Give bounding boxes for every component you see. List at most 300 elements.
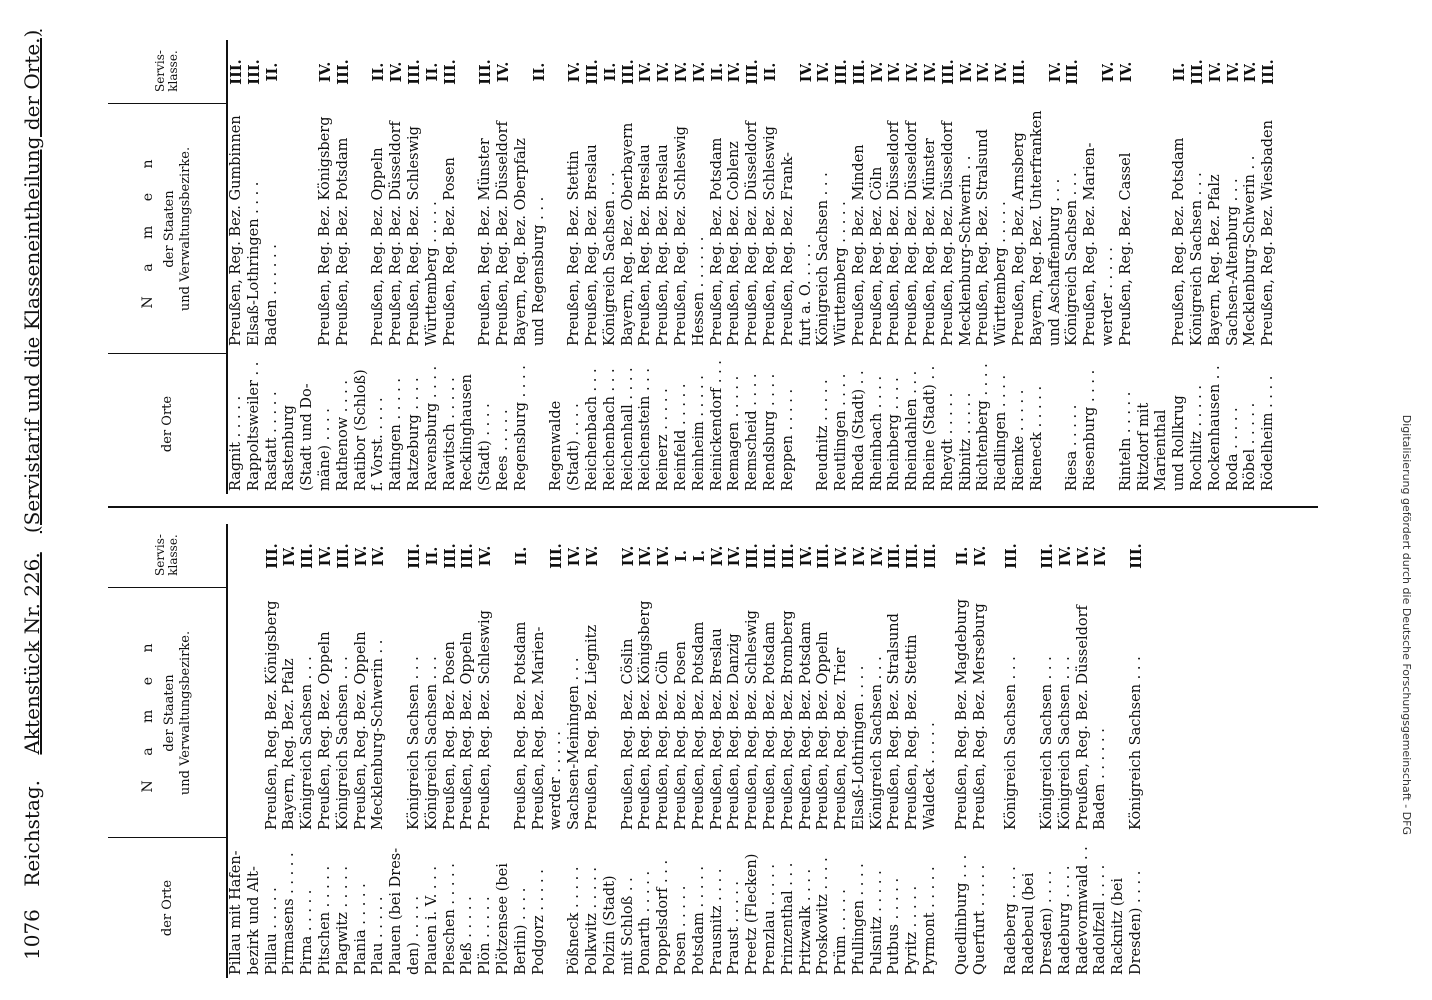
ort-cell: Plau . . . . . <box>370 896 387 975</box>
ort-cell: Racknitz (bei <box>1110 877 1127 975</box>
sidebar <box>1392 5 1422 995</box>
staat-cell: Preußen, Reg. Bez. Stettin <box>566 150 583 346</box>
klasse-cell: IV. <box>797 545 815 567</box>
ort-cell: Ratingen . . . . . <box>388 378 405 491</box>
staat-cell: Königreich Sachsen . . . <box>1003 656 1020 830</box>
table-row <box>1029 40 1047 494</box>
staat-cell <box>495 588 513 838</box>
staat-cell: Preußen, Reg. Bez. Oppeln <box>352 631 369 830</box>
ort-cell: Praust . . . . . <box>726 880 743 975</box>
table-row <box>228 524 246 978</box>
ort-cell: (Stadt) . . . . <box>566 403 583 491</box>
row-gap <box>940 524 954 978</box>
staat-cell: Baden . . . . . . <box>263 244 280 346</box>
table-row <box>798 40 816 494</box>
klasse-cell: III. <box>583 59 601 85</box>
staat-cell: Preußen, Reg. Bez. Königsberg <box>263 600 280 830</box>
ort-cell: mäne) . . . . <box>316 408 333 491</box>
table-row <box>869 524 887 978</box>
table-header <box>108 524 228 978</box>
staat-cell: Preußen, Reg. Bez. Stralsund <box>886 613 903 830</box>
klasse-cell: IV. <box>1100 61 1118 83</box>
klasse-cell <box>602 524 620 588</box>
ort-cell: Plön . . . . . <box>477 896 494 975</box>
ort-cell: Remagen . . . . . <box>726 375 743 491</box>
table-row <box>1110 524 1128 978</box>
table-row <box>1047 40 1065 494</box>
staat-cell: Preußen, Reg. Bez. Arnsberg <box>1011 132 1028 346</box>
staat-cell: Preußen, Reg. Bez. Merseburg <box>971 603 988 830</box>
staat-cell: Preußen, Reg. Bez. Minden <box>850 144 867 346</box>
ort-cell: Riesenburg . . . . <box>1082 369 1099 491</box>
table-header <box>108 40 228 494</box>
table-row <box>602 40 620 494</box>
table-row <box>922 524 940 978</box>
staat-cell: Preußen, Reg. Bez. Potsdam <box>761 621 778 830</box>
ort-cell: Regenwalde <box>548 400 565 491</box>
ort-cell: Querfurt . . . . . <box>971 864 988 975</box>
table-row <box>833 40 851 494</box>
klasse-cell: II. <box>512 546 530 566</box>
klasse-cell: III. <box>1189 59 1207 85</box>
table-row <box>335 524 353 978</box>
ort-cell: Reichenhall . . . . <box>619 367 636 491</box>
ort-cell: Radevormwald . . <box>1074 846 1091 975</box>
staat-cell: Preußen, Reg. Bez. Oppeln <box>459 631 476 830</box>
table-row <box>299 40 317 494</box>
table-row <box>1100 40 1118 494</box>
staat-cell: Königreich Sachsen . . . <box>1039 656 1056 830</box>
staat-cell: Preußen, Reg. Bez. Frank- <box>779 152 796 346</box>
ort-cell: Marienthal <box>1153 409 1170 491</box>
staat-cell: Preußen, Reg. Bez. Posen <box>672 641 689 830</box>
table-row <box>975 40 993 494</box>
klasse-cell: IV. <box>1224 61 1242 83</box>
table-row <box>922 40 940 494</box>
table-row <box>709 524 727 978</box>
klasse-cell: III. <box>904 543 922 569</box>
staat-cell: werder . . . . . <box>1100 247 1117 346</box>
table-row <box>531 524 549 978</box>
table-row <box>1082 40 1100 494</box>
ort-cell: Reinfeld . . . . . <box>672 383 689 491</box>
staat-cell: Bayern, Reg. Bez. Pfalz <box>1206 174 1223 346</box>
staat-cell: Preußen, Reg. Bez. Marien- <box>1082 142 1099 346</box>
table-row <box>566 40 584 494</box>
klasse-cell: III. <box>1003 543 1021 569</box>
staat-cell <box>1110 588 1128 838</box>
staat-cell: Preußen, Reg. Bez. Breslau <box>655 144 672 346</box>
klasse-cell: IV. <box>583 545 601 567</box>
ort-cell: Pleß . . . . . <box>459 896 476 975</box>
klasse-cell: IV. <box>619 545 637 567</box>
ort-cell: Rawitsch . . . . . <box>441 377 458 491</box>
staat-cell: Preußen, Reg. Bez. Cassel <box>1117 152 1134 346</box>
table-row <box>744 40 762 494</box>
klasse-cell: IV. <box>370 545 388 567</box>
header-reichstag: Reichstag. <box>20 779 44 887</box>
table-row <box>815 40 833 494</box>
ort-cell: Radeberg . . . . <box>1003 866 1020 975</box>
ort-cell: Rieneck . . . . . <box>1028 385 1045 491</box>
klasse-cell <box>1029 40 1047 104</box>
ort-cell: Recklinghausen <box>459 374 476 491</box>
staat-cell: Preußen, Reg. Bez. Potsdam <box>334 137 351 346</box>
klasse-cell: III. <box>1011 59 1029 85</box>
ort-cell: Potsdam . . . . . <box>690 866 707 975</box>
staat-cell: Baden . . . . . . <box>1092 728 1109 830</box>
ort-cell: Prenzlau . . . . . <box>761 864 778 975</box>
staat-cell <box>281 104 299 354</box>
header-staaten: der Staaten <box>162 190 177 268</box>
ort-cell: Proskowitz . . . . <box>815 857 832 975</box>
table-row <box>370 524 388 978</box>
staat-cell: Königreich Sachsen . . . <box>299 656 316 830</box>
ort-cell: Dresden) . . . . <box>1128 870 1145 975</box>
header-staaten: der Staaten <box>162 674 177 752</box>
staat-cell: Königreich Sachsen . . . <box>405 656 422 830</box>
table-row <box>281 524 299 978</box>
klasse-cell: II. <box>263 62 281 82</box>
klasse-cell: IV. <box>477 545 495 567</box>
staat-cell: Preußen, Reg. Bez. Trier <box>833 647 850 830</box>
klasse-cell: II. <box>423 62 441 82</box>
ort-cell: Rochlitz . . . . . <box>1189 385 1206 491</box>
staat-cell: und Aschaffenburg . . . <box>1046 178 1063 346</box>
klasse-cell: III. <box>459 543 477 569</box>
table-row <box>815 524 833 978</box>
klasse-cell: II. <box>423 546 441 566</box>
right-column <box>108 40 1328 494</box>
ort-cell: Radebeul (bei <box>1021 872 1038 975</box>
staat-cell <box>299 104 317 354</box>
header-ort: der Orte <box>159 879 175 937</box>
staat-cell: Elsaß-Lothringen . . . . <box>245 181 262 346</box>
klasse-cell: III. <box>886 543 904 569</box>
ort-cell: Preetz (Flecken) <box>744 853 761 975</box>
klasse-cell <box>1110 524 1128 588</box>
klasse-cell: III. <box>1064 59 1082 85</box>
table-row <box>424 524 442 978</box>
right-rows <box>228 40 1278 494</box>
table-row <box>566 524 584 978</box>
table-row <box>904 40 922 494</box>
staat-cell: Preußen, Reg. Bez. Breslau <box>708 628 725 830</box>
klasse-cell: III. <box>850 59 868 85</box>
table-row <box>780 40 798 494</box>
staat-cell: Sachsen-Meiningen . . . <box>566 657 583 830</box>
klasse-cell: IV. <box>833 545 851 567</box>
staat-cell: Königreich Sachsen . . . <box>815 172 832 346</box>
table-row <box>762 40 780 494</box>
staat-cell: werder . . . . . <box>548 731 565 830</box>
ort-cell: Pillau mit Hafen- <box>228 850 244 975</box>
klasse-cell: III. <box>477 59 495 85</box>
staat-cell <box>353 104 371 354</box>
klasse-cell: I. <box>672 550 690 562</box>
table-row <box>673 524 691 978</box>
klasse-cell: IV. <box>850 545 868 567</box>
staat-cell: Mecklenburg-Schwerin . . <box>1242 155 1259 346</box>
klasse-cell: IV. <box>637 61 655 83</box>
klasse-cell: II. <box>530 62 548 82</box>
ort-cell: Ravensburg . . . . <box>423 365 440 491</box>
staat-cell: Preußen, Reg. Bez. Schleswig <box>672 126 689 346</box>
ort-cell: Riesa . . . . . <box>1064 404 1081 491</box>
klasse-cell: III. <box>939 59 957 85</box>
staat-cell: Königreich Sachsen . . . <box>1056 656 1073 830</box>
table-row <box>1003 524 1021 978</box>
staat-cell: Preußen, Reg. Bez. Düsseldorf <box>388 121 405 346</box>
table-row <box>833 524 851 978</box>
header-klasse: Servis-klasse. <box>108 39 226 104</box>
table-row <box>886 40 904 494</box>
klasse-cell: III. <box>334 59 352 85</box>
header-bezirke: und Verwaltungsbezirke. <box>178 630 193 796</box>
staat-cell: Preußen, Reg. Bez. Potsdam <box>512 621 529 830</box>
staat-cell <box>1021 588 1039 838</box>
klasse-cell: III. <box>779 543 797 569</box>
table-row <box>1225 40 1243 494</box>
klasse-cell: III. <box>263 543 281 569</box>
table-row <box>1011 40 1029 494</box>
staat-cell: Preußen, Reg. Bez. Königsberg <box>316 116 333 346</box>
table-row <box>388 40 406 494</box>
ort-cell: Riemke . . . . . <box>1011 389 1028 491</box>
staat-cell: Preußen, Reg. Bez. Oppeln <box>815 631 832 830</box>
ort-cell: Richtenberg . . . . <box>975 363 992 491</box>
ort-cell: Pirna . . . . . <box>299 889 316 975</box>
klasse-cell: IV. <box>975 61 993 83</box>
table-row <box>1039 524 1057 978</box>
klasse-cell: IV. <box>281 545 299 567</box>
table-row <box>513 40 531 494</box>
klasse-cell <box>1082 40 1100 104</box>
table-row <box>954 524 972 978</box>
ort-cell: Polzin (Stadt) <box>601 875 618 975</box>
table-row <box>406 40 424 494</box>
header-ort: der Orte <box>159 395 175 453</box>
klasse-cell: IV. <box>957 61 975 83</box>
staat-cell: Königreich Sachsen . . . <box>868 656 885 830</box>
ort-cell: Pyritz . . . . . <box>904 885 921 975</box>
table-row <box>1242 40 1260 494</box>
klasse-cell: IV. <box>494 61 512 83</box>
ort-cell: Roda . . . . . <box>1224 407 1241 491</box>
staat-cell: Preußen, Reg. Bez. Düsseldorf <box>744 121 761 346</box>
table-row <box>317 40 335 494</box>
staat-cell: Preußen, Reg. Bez. Liegnitz <box>583 624 600 830</box>
ort-cell: Rendsburg . . . . <box>761 373 778 491</box>
ort-cell: Rheinbach . . . . <box>868 375 885 491</box>
klasse-cell <box>246 524 264 588</box>
klasse-cell <box>495 524 513 588</box>
staat-cell: Preußen, Reg. Bez. Stralsund <box>975 129 992 346</box>
table-row <box>353 40 371 494</box>
staat-cell: Preußen, Reg. Bez. Potsdam <box>797 621 814 830</box>
table-row <box>637 524 655 978</box>
staat-cell: Preußen, Reg. Bez. Gumbinnen <box>228 115 244 346</box>
table-row <box>958 40 976 494</box>
staat-cell: Königreich Sachsen . . . <box>423 656 440 830</box>
staat-cell: Württemberg . . . . . <box>993 201 1010 346</box>
staat-cell: Preußen, Reg. Bez. Coblenz <box>726 141 743 346</box>
table-row <box>1207 40 1225 494</box>
staat-cell: Preußen, Reg. Bez. Cöln <box>868 166 885 346</box>
ort-cell <box>548 838 566 978</box>
staat-cell <box>1153 104 1171 354</box>
table-row <box>495 40 513 494</box>
ort-cell: Rappoltsweiler . . <box>245 361 262 491</box>
ort-cell: Reinerz . . . . . <box>655 388 672 491</box>
ort-cell: Rastatt . . . . . <box>263 391 280 491</box>
klasse-cell <box>1153 40 1171 104</box>
staat-cell <box>228 588 246 838</box>
table-row <box>869 40 887 494</box>
klasse-cell: III. <box>245 59 263 85</box>
staat-cell: Waldeck . . . . . <box>922 722 939 830</box>
klasse-cell: IV. <box>886 61 904 83</box>
klasse-cell: III. <box>815 543 833 569</box>
staat-cell <box>548 104 566 354</box>
table-row <box>1057 524 1075 978</box>
staat-cell: Württemberg . . . . . <box>833 201 850 346</box>
klasse-cell <box>281 40 299 104</box>
ort-cell: Reutlingen . . . . <box>833 373 850 491</box>
table-row <box>353 524 371 978</box>
table-row <box>442 524 460 978</box>
table-row <box>620 40 638 494</box>
klasse-cell: IV. <box>316 61 334 83</box>
header-namen: N a m e n <box>140 149 156 309</box>
table-row <box>513 524 531 978</box>
table-row <box>780 524 798 978</box>
table-row <box>993 40 1011 494</box>
klasse-cell <box>780 40 798 104</box>
staat-cell: Preußen, Reg. Bez. Posen <box>441 641 458 830</box>
ort-cell: Reichenbach . . . <box>583 368 600 491</box>
staat-cell: und Regensburg . . . <box>530 196 547 346</box>
dfg-credit: Digitalisierung gefördert durch die Deutsche Forschungsgemeinschaft - DFG <box>1400 414 1414 835</box>
table-row <box>1092 524 1110 978</box>
staat-cell: Preußen, Reg. Bez. Oppeln <box>316 631 333 830</box>
table-row <box>406 524 424 978</box>
klasse-cell: I. <box>690 550 708 562</box>
staat-cell <box>459 104 477 354</box>
table-row <box>584 524 602 978</box>
staat-cell: Königreich Sachsen . . . <box>334 656 351 830</box>
klasse-cell <box>228 524 246 588</box>
klasse-cell <box>1136 40 1154 104</box>
staat-cell: Preußen, Reg. Bez. Schleswig <box>477 610 494 830</box>
klasse-cell: IV. <box>566 61 584 83</box>
table-row <box>1128 524 1146 978</box>
ort-cell: Reinheim . . . . . <box>690 375 707 491</box>
staat-cell: Preußen, Reg. Bez. Düsseldorf <box>494 121 511 346</box>
ort-cell: Rheindahlen . . . <box>904 370 921 491</box>
klasse-cell: IV. <box>1056 545 1074 567</box>
klasse-cell <box>548 40 566 104</box>
klasse-cell: II. <box>708 62 726 82</box>
klasse-cell: IV. <box>1206 61 1224 83</box>
klasse-cell: IV. <box>922 61 940 83</box>
ort-cell: Pyrmont . . . . . <box>922 866 939 975</box>
table-row <box>246 524 264 978</box>
ort-cell: Reudnitz . . . . . <box>815 379 832 491</box>
ort-cell: Podgorz . . . . . <box>530 869 547 975</box>
klasse-cell: IV. <box>726 61 744 83</box>
table-row <box>548 524 566 978</box>
klasse-cell: III. <box>761 543 779 569</box>
klasse-cell <box>353 40 371 104</box>
left-rows <box>228 524 1146 978</box>
klasse-cell: III. <box>548 543 566 569</box>
staat-cell: Preußen, Reg. Bez. Schleswig <box>405 126 422 346</box>
ort-cell: und Rollkrug <box>1171 395 1188 491</box>
staat-cell: Preußen, Reg. Bez. Stettin <box>904 634 921 830</box>
header-namen: N a m e n <box>140 633 156 793</box>
ort-cell: Reinickendorf . . . <box>708 360 725 491</box>
table-row <box>762 524 780 978</box>
table-row <box>264 40 282 494</box>
header-aktenstueck: Aktenstück Nr. 226. <box>20 552 44 755</box>
klasse-cell: IV. <box>655 545 673 567</box>
staat-cell: Preußen, Reg. Bez. Posen <box>441 157 458 346</box>
staat-cell: Sachsen-Altenburg . . . <box>1224 178 1241 346</box>
ort-cell: Röbel . . . . . <box>1242 402 1259 491</box>
staat-cell: Bayern, Reg. Bez. Pfalz <box>281 658 298 830</box>
klasse-cell: IV. <box>726 545 744 567</box>
ort-cell <box>1047 354 1065 494</box>
staat-cell: Preußen, Reg. Bez. Münster <box>922 138 939 346</box>
table-row <box>602 524 620 978</box>
ort-cell: Reppen . . . . . <box>779 388 796 491</box>
klasse-cell: III. <box>299 543 317 569</box>
page-number: 1076 <box>20 909 44 960</box>
staat-cell: Preußen, Reg. Bez. Potsdam <box>1171 137 1188 346</box>
table-row <box>228 40 246 494</box>
klasse-cell: III. <box>744 59 762 85</box>
klasse-cell: III. <box>922 543 940 569</box>
staat-cell: Preußen, Reg. Bez. Düsseldorf <box>886 121 903 346</box>
table-row <box>264 524 282 978</box>
staat-cell: Preußen, Reg. Bez. Magdeburg <box>953 599 970 830</box>
ort-cell: Ponarth . . . . . <box>637 870 654 975</box>
staat-cell: Bayern, Reg. Bez. Oberpfalz <box>512 138 529 346</box>
klasse-cell: II. <box>761 62 779 82</box>
ort-cell: Berlin) . . . . <box>512 887 529 975</box>
klasse-cell: IV. <box>1074 545 1092 567</box>
table-row <box>904 524 922 978</box>
klasse-cell: III. <box>833 59 851 85</box>
staat-cell: Preußen, Reg. Bez. Wiesbaden <box>1260 120 1277 346</box>
ort-cell: Pirmasens . . . . . <box>281 852 298 975</box>
klasse-cell: II. <box>953 546 971 566</box>
ort-cell <box>798 354 816 494</box>
header-bezirke: und Verwaltungsbezirke. <box>178 146 193 312</box>
table-row <box>726 524 744 978</box>
table-row <box>691 524 709 978</box>
ort-cell: Reichenstein . . . <box>637 368 654 491</box>
staat-cell: Preußen, Reg. Bez. Breslau <box>583 144 600 346</box>
ort-cell: Plagwitz . . . . . <box>334 866 351 975</box>
staat-cell: Preußen, Reg. Bez. Oppeln <box>370 147 387 346</box>
ort-cell: Ribnitz . . . . . <box>957 392 974 491</box>
table-row <box>972 524 990 978</box>
ort-cell: Rheine (Stadt) . . <box>922 365 939 491</box>
klasse-cell: II. <box>370 62 388 82</box>
klasse-cell: IV. <box>971 545 989 567</box>
